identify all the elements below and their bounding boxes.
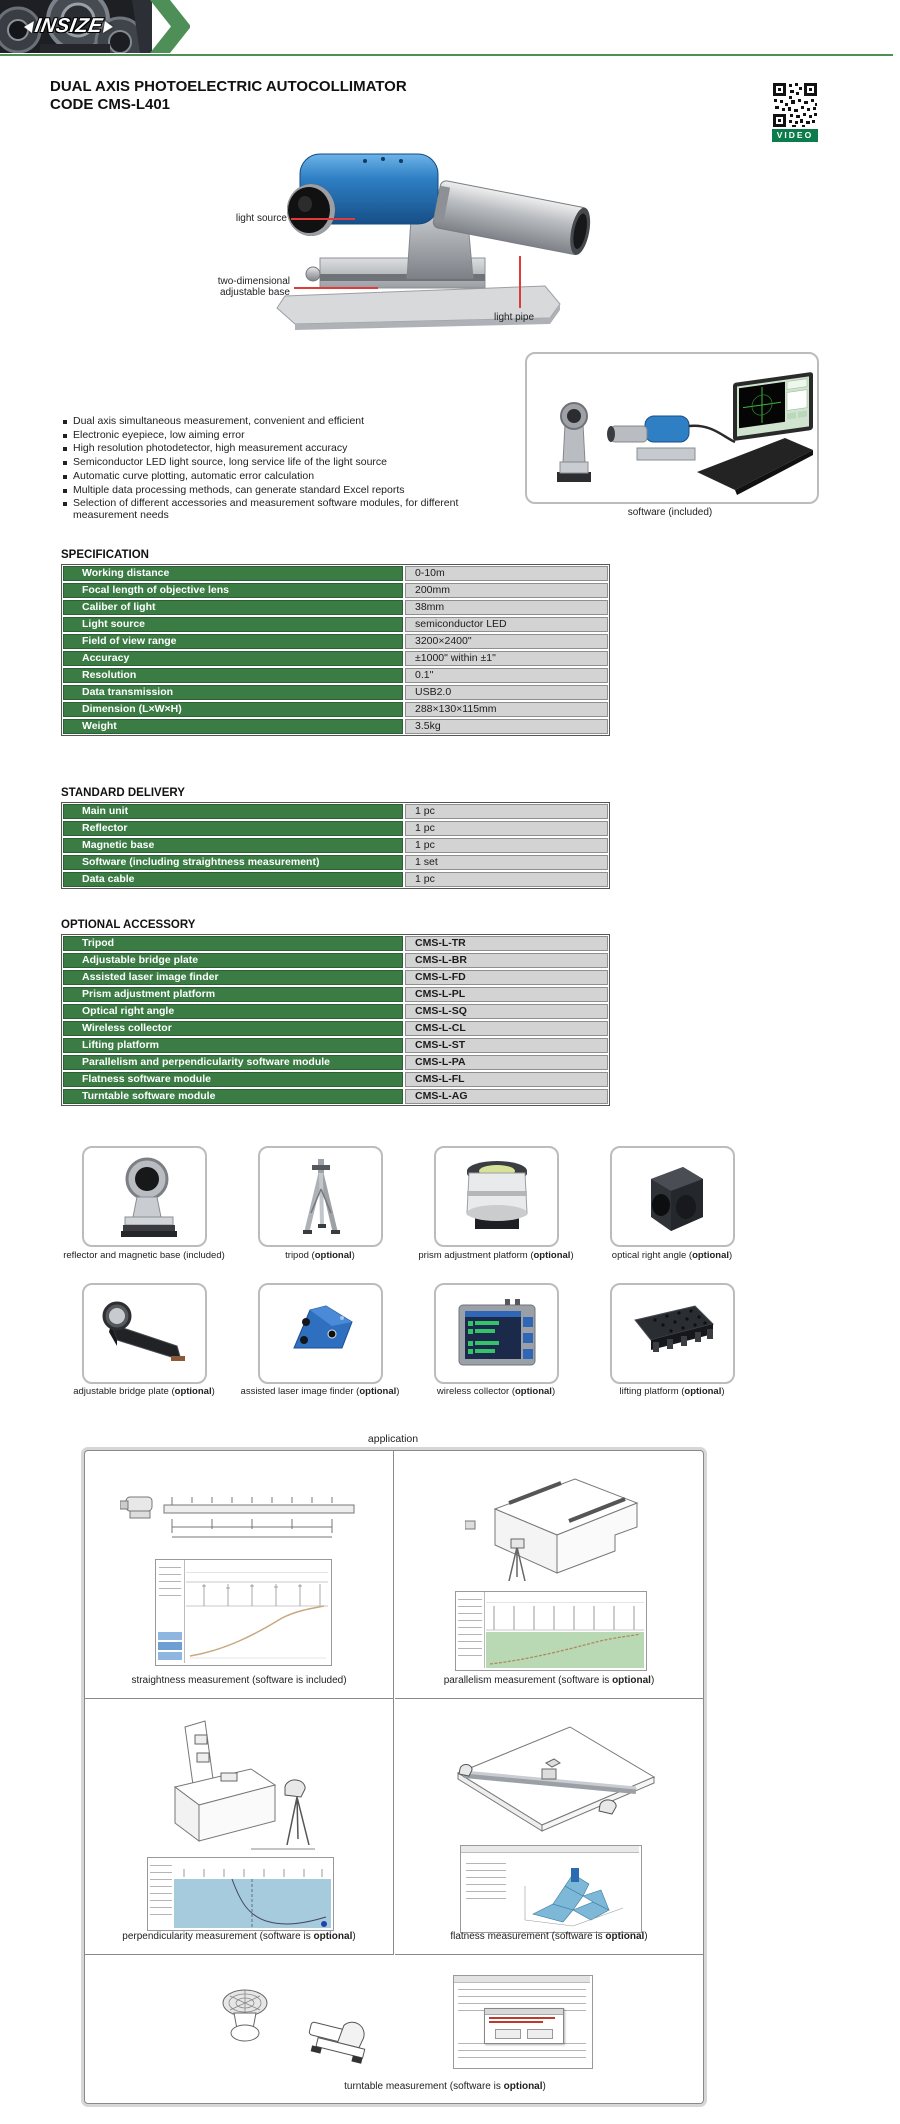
accessory-label: Wireless collector xyxy=(63,1021,403,1036)
application-cell-turntable xyxy=(85,1955,703,2102)
spec-label: Weight xyxy=(63,719,403,734)
feature-text: Electronic eyepiece, low aiming error xyxy=(73,428,245,441)
table-row xyxy=(63,668,608,683)
spec-label: Working distance xyxy=(63,566,403,581)
bullet-icon xyxy=(63,447,67,451)
spec-label: Caliber of light xyxy=(63,600,403,615)
tripod-icon xyxy=(281,1155,361,1239)
spec-value: USB2.0 xyxy=(405,685,608,700)
accessory-code: CMS-L-PL xyxy=(405,987,608,1002)
standard-delivery-heading: STANDARD DELIVERY xyxy=(61,787,185,799)
header-divider xyxy=(0,54,893,56)
wireless-collector-icon xyxy=(451,1295,543,1373)
optional-accessory-heading: OPTIONAL ACCESSORY xyxy=(61,919,196,931)
table-row xyxy=(63,953,608,968)
spec-label: Accuracy xyxy=(63,651,403,666)
application-cell-perpendicularity xyxy=(85,1699,394,1955)
accessory-code: CMS-L-PA xyxy=(405,1055,608,1070)
accessory-image-lifting-platform xyxy=(610,1283,735,1384)
straightness-software-screenshot xyxy=(155,1559,332,1666)
table-row xyxy=(63,583,608,598)
accessory-image-optical-right-angle xyxy=(610,1146,735,1247)
table-row xyxy=(63,804,608,819)
table-row xyxy=(63,1089,608,1104)
spec-value: ±1000" within ±1" xyxy=(405,651,608,666)
bullet-icon xyxy=(63,461,67,465)
feature-list xyxy=(63,416,533,524)
accessory-label: Assisted laser image finder xyxy=(63,970,403,985)
autocollimator-illustration xyxy=(215,128,615,338)
bullet-icon xyxy=(63,489,67,493)
delivery-label: Reflector xyxy=(63,821,403,836)
spec-value: 200mm xyxy=(405,583,608,598)
spec-value: 288×130×115mm xyxy=(405,702,608,717)
feature-item xyxy=(63,498,533,522)
feature-text: Dual axis simultaneous measurement, convenient and efficient xyxy=(73,415,365,427)
perpendicularity-software-screenshot xyxy=(147,1857,334,1931)
lifting-platform-icon xyxy=(625,1294,721,1374)
flatness-software-screenshot xyxy=(460,1845,642,1933)
application-panel xyxy=(84,1450,704,2104)
spec-value: semiconductor LED xyxy=(405,617,608,632)
delivery-value: 1 pc xyxy=(405,804,608,819)
accessory-code: CMS-L-CL xyxy=(405,1021,608,1036)
feature-item xyxy=(63,416,533,428)
video-badge[interactable]: VIDEO xyxy=(772,129,818,142)
qr-code[interactable] xyxy=(772,82,818,128)
specification-heading: SPECIFICATION xyxy=(61,549,149,561)
table-row xyxy=(63,634,608,649)
application-caption: flatness measurement (software is optional) xyxy=(450,1931,648,1942)
delivery-value: 1 pc xyxy=(405,838,608,853)
accessory-image-bridge-plate xyxy=(82,1283,207,1384)
bullet-icon xyxy=(63,434,67,438)
software-figure-caption: software (included) xyxy=(627,507,713,518)
page-title-line2: CODE CMS-L401 xyxy=(50,96,171,113)
application-cell-straightness xyxy=(85,1451,394,1699)
spec-label: Data transmission xyxy=(63,685,403,700)
delivery-value: 1 pc xyxy=(405,872,608,887)
feature-item xyxy=(63,430,533,442)
accessory-label: Flatness software module xyxy=(63,1072,403,1087)
turntable-software-screenshot xyxy=(453,1975,593,2069)
label-adjustable-base-line1: two-dimensional xyxy=(217,276,290,287)
feature-item xyxy=(63,471,533,483)
pointer-line-light-source xyxy=(291,218,355,220)
accessory-image-reflector xyxy=(82,1146,207,1247)
spec-label: Focal length of objective lens xyxy=(63,583,403,598)
accessory-code: CMS-L-SQ xyxy=(405,1004,608,1019)
accessory-caption: lifting platform (optional) xyxy=(619,1386,725,1397)
spec-label: Field of view range xyxy=(63,634,403,649)
header-photo xyxy=(0,0,190,53)
application-caption: straightness measurement (software is included) xyxy=(131,1675,347,1686)
table-row xyxy=(63,936,608,951)
table-row xyxy=(63,838,608,853)
straightness-sketch xyxy=(120,1479,360,1549)
software-figure xyxy=(525,352,819,504)
label-light-pipe: light pipe xyxy=(494,312,535,323)
table-row xyxy=(63,600,608,615)
prism-adjustment-platform-icon xyxy=(455,1155,539,1239)
table-row xyxy=(63,1004,608,1019)
parallelism-software-screenshot xyxy=(455,1591,647,1671)
accessory-code: CMS-L-AG xyxy=(405,1089,608,1104)
accessory-code: CMS-L-TR xyxy=(405,936,608,951)
assisted-laser-image-finder-icon xyxy=(276,1296,366,1372)
accessory-caption: assisted laser image finder (optional) xyxy=(240,1386,400,1397)
accessory-code: CMS-L-FD xyxy=(405,970,608,985)
flatness-sketch xyxy=(450,1717,660,1837)
application-caption: perpendicularity measurement (software is optional) xyxy=(122,1931,356,1942)
delivery-label: Data cable xyxy=(63,872,403,887)
table-row xyxy=(63,1055,608,1070)
accessory-image-wireless-collector xyxy=(434,1283,559,1384)
accessory-label: Tripod xyxy=(63,936,403,951)
perpendicularity-sketch xyxy=(155,1713,335,1853)
feature-text: Semiconductor LED light source, long service life of the light source xyxy=(73,456,387,469)
accessory-label: Parallelism and perpendicularity software module xyxy=(63,1055,403,1070)
page-title-line1: DUAL AXIS PHOTOELECTRIC AUTOCOLLIMATOR xyxy=(50,78,407,95)
delivery-label: Magnetic base xyxy=(63,838,403,853)
accessory-label: Turntable software module xyxy=(63,1089,403,1104)
table-row xyxy=(63,685,608,700)
accessory-caption: adjustable bridge plate (optional) xyxy=(73,1386,215,1397)
logo-arrow-left-icon xyxy=(23,21,34,33)
software-setup-illustration xyxy=(527,354,817,502)
page-title xyxy=(50,78,407,114)
delivery-value: 1 pc xyxy=(405,821,608,836)
application-cell-parallelism xyxy=(395,1451,703,1699)
spec-label: Dimension (L×W×H) xyxy=(63,702,403,717)
table-row xyxy=(63,1072,608,1087)
feature-item xyxy=(63,443,533,455)
application-caption: parallelism measurement (software is optional) xyxy=(443,1675,655,1686)
table-row xyxy=(63,719,608,734)
delivery-label: Main unit xyxy=(63,804,403,819)
accessory-image-tripod xyxy=(258,1146,383,1247)
optional-accessory-table xyxy=(61,934,610,1106)
feature-text: Multiple data processing methods, can generate standard Excel reports xyxy=(73,483,405,496)
delivery-label: Software (including straightness measurement) xyxy=(63,855,403,870)
accessory-code: CMS-L-ST xyxy=(405,1038,608,1053)
feature-text: Automatic curve plotting, automatic error calculation xyxy=(73,469,315,482)
accessory-caption: prism adjustment platform (optional) xyxy=(418,1250,574,1261)
logo-text: INSIZE xyxy=(33,15,105,37)
table-row xyxy=(63,970,608,985)
accessory-label: Lifting platform xyxy=(63,1038,403,1053)
feature-item xyxy=(63,485,533,497)
accessory-image-prism-platform xyxy=(434,1146,559,1247)
bullet-icon xyxy=(63,420,67,424)
adjustable-bridge-plate-icon xyxy=(97,1294,193,1374)
application-caption: turntable measurement (software is optional) xyxy=(344,2081,546,2092)
accessory-image-laser-finder xyxy=(258,1283,383,1384)
optical-right-angle-icon xyxy=(631,1155,715,1239)
table-row xyxy=(63,651,608,666)
spec-label: Resolution xyxy=(63,668,403,683)
standard-delivery-table xyxy=(61,802,610,889)
specification-table xyxy=(61,564,610,736)
parallelism-sketch xyxy=(465,1469,645,1589)
feature-text: Selection of different accessories and measurement software modules, for different measurement needs xyxy=(73,497,459,522)
pointer-line-light-pipe xyxy=(519,256,521,308)
label-light-source: light source xyxy=(235,213,287,224)
delivery-value: 1 set xyxy=(405,855,608,870)
table-row xyxy=(63,1038,608,1053)
product-image xyxy=(215,128,615,338)
application-heading: application xyxy=(367,1433,419,1445)
accessory-label: Optical right angle xyxy=(63,1004,403,1019)
accessory-caption: reflector and magnetic base (included) xyxy=(63,1250,225,1261)
table-row xyxy=(63,872,608,887)
accessory-caption: wireless collector (optional) xyxy=(436,1386,556,1397)
table-row xyxy=(63,566,608,581)
spec-value: 0.1" xyxy=(405,668,608,683)
spec-value: 3.5kg xyxy=(405,719,608,734)
table-row xyxy=(63,987,608,1002)
label-adjustable-base-line2: adjustable base xyxy=(219,287,290,298)
spec-value: 38mm xyxy=(405,600,608,615)
table-row xyxy=(63,617,608,632)
accessory-code: CMS-L-FL xyxy=(405,1072,608,1087)
table-row xyxy=(63,821,608,836)
accessory-code: CMS-L-BR xyxy=(405,953,608,968)
pointer-line-adjustable-base xyxy=(294,287,378,289)
turntable-sketch xyxy=(190,1981,390,2081)
spec-value: 3200×2400" xyxy=(405,634,608,649)
accessory-caption: tripod (optional) xyxy=(285,1250,355,1261)
feature-text: High resolution photodetector, high measurement accuracy xyxy=(73,442,348,455)
label-adjustable-base xyxy=(190,276,290,298)
bullet-icon xyxy=(63,502,67,506)
application-cell-flatness xyxy=(395,1699,703,1955)
insize-logo xyxy=(22,15,116,38)
table-row xyxy=(63,1021,608,1036)
feature-item xyxy=(63,457,533,469)
bullet-icon xyxy=(63,475,67,479)
spec-value: 0-10m xyxy=(405,566,608,581)
table-row xyxy=(63,702,608,717)
reflector-magnetic-base-icon xyxy=(105,1155,185,1239)
table-row xyxy=(63,855,608,870)
accessory-label: Prism adjustment platform xyxy=(63,987,403,1002)
accessory-label: Adjustable bridge plate xyxy=(63,953,403,968)
accessory-caption: optical right angle (optional) xyxy=(611,1250,733,1261)
spec-label: Light source xyxy=(63,617,403,632)
